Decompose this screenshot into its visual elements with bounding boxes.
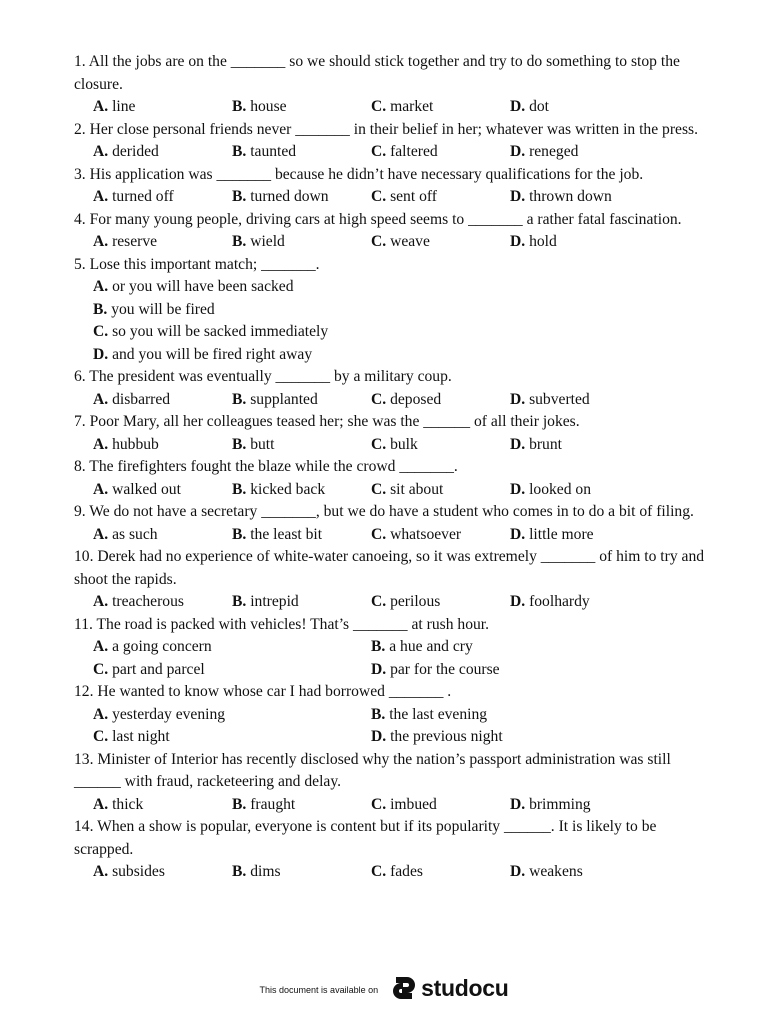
option-a: A. derided (93, 143, 159, 160)
option-c: C. imbued (371, 795, 437, 813)
question-11 (74, 614, 714, 682)
options-row (74, 389, 714, 412)
question-1 (74, 51, 714, 119)
option-b: B. wield (232, 233, 285, 250)
question-14 (74, 816, 714, 884)
options-row (74, 591, 714, 614)
option-d: D. brunt (510, 435, 562, 453)
question-text: 3. His application was _______ because he didn’t have necessary qualifications for the job. (74, 165, 644, 183)
question-12 (74, 681, 714, 749)
availability-note: This document is available on (259, 985, 379, 995)
question-9 (74, 501, 714, 546)
option-a: A. or you will have been sacked (93, 278, 294, 295)
question-text: 1. All the jobs are on the _______ so we should stick together and try to do something to stop the closure. (74, 53, 680, 93)
option-a: A. treacherous (93, 593, 184, 610)
option-b: B. house (232, 98, 287, 115)
option-a: A. thick (93, 795, 144, 813)
option-b: B. the last evening (371, 705, 488, 723)
option-c: C. whatsoever (371, 525, 462, 543)
option-b: B. taunted (232, 143, 297, 160)
option-c: C. sit about (371, 480, 444, 498)
option-d: D. the previous night (371, 728, 503, 745)
option-a: A. disbarred (93, 390, 171, 408)
question-10 (74, 546, 714, 614)
option-a: A. line (93, 98, 136, 115)
question-7 (74, 411, 714, 456)
option-b: B. fraught (232, 795, 296, 813)
question-13 (74, 749, 714, 817)
option-a: A. walked out (93, 480, 181, 498)
option-d: D. and you will be fired right away (93, 345, 313, 363)
option-b: B. turned down (232, 188, 329, 205)
options-row (74, 726, 714, 749)
options-row (74, 479, 714, 502)
option-d: D. brimming (510, 795, 591, 813)
question-text: 14. When a show is popular, everyone is content but if its popularity ______. It is likely to be scrapped. (74, 818, 657, 858)
option-c: C. fades (371, 863, 423, 880)
options-row (74, 434, 714, 457)
option-c: C. bulk (371, 435, 418, 453)
question-4 (74, 209, 714, 254)
option-b: B. dims (232, 863, 281, 880)
options-row (74, 186, 714, 209)
options-row (74, 704, 714, 727)
option-d: D. foolhardy (510, 593, 590, 610)
studocu-logo-icon (390, 974, 418, 1002)
question-3 (74, 164, 714, 209)
option-d: D. looked on (510, 480, 592, 498)
question-text: 2. Her close personal friends never _______ in their belief in her; whatever was written in the press. (74, 120, 698, 138)
option-b: B. butt (232, 435, 275, 453)
option-a: A. subsides (93, 863, 165, 880)
options-row (74, 141, 714, 164)
question-text: 13. Minister of Interior has recently disclosed why the nation’s passport administration was still ______ with fraud, racketeering and delay. (74, 750, 671, 790)
option-d: D. dot (510, 98, 549, 115)
option-d: D. reneged (510, 143, 579, 160)
options-row (74, 794, 714, 817)
option-d: D. hold (510, 233, 557, 250)
option-d: D. weakens (510, 863, 583, 880)
question-text: 9. We do not have a secretary _______, but we do have a student who comes in to do a bit of filing. (74, 503, 694, 520)
footer (0, 968, 768, 1008)
question-text: 11. The road is packed with vehicles! That’s _______ at rush hour. (74, 615, 490, 633)
options-row (74, 659, 714, 682)
option-a: A. as such (93, 525, 158, 543)
option-c: C. weave (371, 233, 430, 250)
options-row (74, 231, 714, 254)
option-a: A. yesterday evening (93, 705, 226, 723)
question-list (74, 51, 714, 884)
option-c: C. faltered (371, 143, 438, 160)
option-c: C. perilous (371, 593, 441, 610)
option-b: B. intrepid (232, 593, 299, 610)
studocu-brand-name: studocu (421, 974, 509, 1001)
question-6 (74, 366, 714, 411)
options-row (74, 96, 714, 119)
option-d: D. thrown down (510, 188, 612, 205)
options-row (74, 636, 714, 659)
options-row (74, 861, 714, 884)
question-5 (74, 254, 714, 367)
option-c: C. last night (93, 728, 170, 745)
option-c: C. market (371, 98, 434, 115)
question-text: 5. Lose this important match; _______. (74, 255, 320, 273)
option-b: B. the least bit (232, 525, 323, 543)
option-c: C. sent off (371, 188, 437, 205)
option-c: C. part and parcel (93, 660, 205, 678)
studocu-brand-link[interactable] (390, 974, 508, 1002)
option-b: B. a hue and cry (371, 638, 473, 655)
question-text: 10. Derek had no experience of white-water canoeing, so it was extremely _______ of him to try and shoot the rapids. (74, 548, 705, 588)
option-a: A. reserve (93, 233, 158, 250)
question-2 (74, 119, 714, 164)
question-text: 12. He wanted to know whose car I had borrowed _______ . (74, 683, 452, 700)
option-d: D. par for the course (371, 660, 500, 678)
option-b: B. kicked back (232, 480, 326, 498)
option-d: D. subverted (510, 390, 590, 408)
option-a: A. a going concern (93, 638, 212, 655)
question-text: 7. Poor Mary, all her colleagues teased her; she was the ______ of all their jokes. (74, 413, 580, 430)
question-8 (74, 456, 714, 501)
option-a: A. turned off (93, 188, 174, 205)
question-text: 8. The firefighters fought the blaze while the crowd _______. (74, 458, 458, 475)
option-d: D. little more (510, 525, 594, 543)
options-row (74, 524, 714, 547)
option-a: A. hubbub (93, 435, 159, 453)
option-c: C. so you will be sacked immediately (93, 323, 329, 340)
option-b: B. you will be fired (93, 300, 215, 318)
option-c: C. deposed (371, 390, 442, 408)
question-text: 6. The president was eventually _______ by a military coup. (74, 368, 452, 385)
question-text: 4. For many young people, driving cars at high speed seems to _______ a rather fatal fascination. (74, 210, 682, 228)
option-b: B. supplanted (232, 390, 318, 408)
